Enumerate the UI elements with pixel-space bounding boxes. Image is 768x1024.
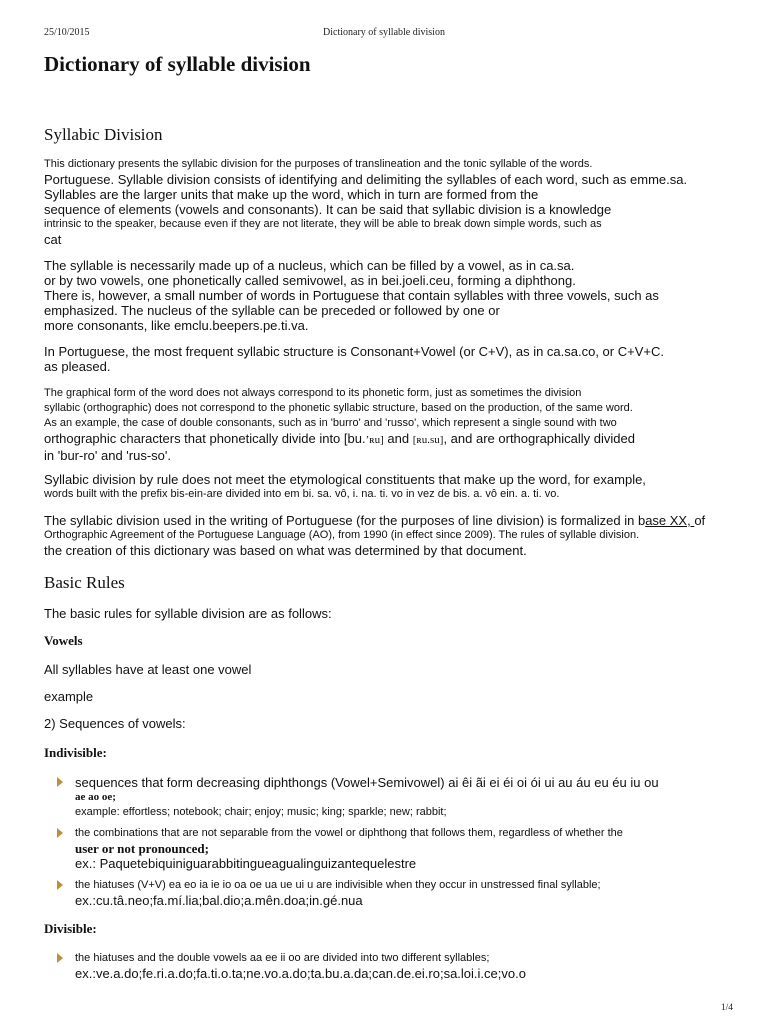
text-line: Orthographic Agreement of the Portuguese Language (AO), from 1990 (in effect since 2009). The rules of syllable division. <box>44 529 640 541</box>
paragraph-intro <box>44 157 734 247</box>
paragraph-structure <box>44 344 734 374</box>
text-line: as pleased. <box>44 359 111 374</box>
text-line: intrinsic to the speaker, because even if they are not literate, they will be able to break down simple words, such as <box>44 218 602 230</box>
ipa-transcription: [ʀu.su] <box>412 434 444 446</box>
text-segment: , and are orthographically divided <box>443 431 635 446</box>
text-segment: of <box>694 513 706 528</box>
text-line: the hiatuses (V+V) ea eo ia ie io oa oe ua ue ui u are indivisible when they occur in unstressed final syllable; <box>75 879 601 891</box>
page-number: 1/4 <box>720 1003 733 1013</box>
text-line: the hiatuses and the double vowels aa ee ii oo are divided into two different syllables; <box>75 952 490 964</box>
text-line: sequence of elements (vowels and consonants). It can be said that syllabic division is a knowledge <box>44 202 612 217</box>
text-line: user or not pronounced; <box>75 841 209 856</box>
section-heading-syllabic-division: Syllabic Division <box>44 125 163 144</box>
header-title: Dictionary of syllable division <box>323 27 445 38</box>
text-line: emphasized. The nucleus of the syllable can be preceded or followed by one or <box>44 303 500 318</box>
paragraph-agreement <box>44 513 734 558</box>
text-line: ex.: Paquetebiquiniguarabbitingueagualinguizantequelestre <box>75 856 417 871</box>
text-line: Portuguese. Syllable division consists of identifying and delimiting the syllables of each word, such as emme.sa. <box>44 172 688 187</box>
text-line <box>44 513 734 528</box>
text-line: example: effortless; notebook; chair; enjoy; music; king; sparkle; new; rabbit; <box>75 806 447 818</box>
text-line <box>44 431 734 448</box>
text-line: or by two vowels, one phonetically called semivowel, as in bei.joeli.ceu, forming a diphthong. <box>44 273 576 288</box>
header-date: 25/10/2015 <box>44 27 90 38</box>
text-line: in 'bur-ro' and 'rus-so'. <box>44 448 171 463</box>
bullet-arrow-icon <box>57 880 63 890</box>
text-segment: The syllabic division used in the writing of Portuguese (for the purposes of line division) is formalized in b <box>44 513 646 528</box>
section-heading-basic-rules: Basic Rules <box>44 573 125 592</box>
bullet-arrow-icon <box>57 777 63 787</box>
bullet-arrow-icon <box>57 828 63 838</box>
document-title: Dictionary of syllable division <box>44 52 311 76</box>
text-line: The syllable is necessarily made up of a nucleus, which can be filled by a vowel, as in ca.sa. <box>44 258 575 273</box>
text-line: ae ao oe; <box>75 791 116 803</box>
ipa-transcription: ʼʀu] <box>365 434 384 446</box>
basic-rules-intro: The basic rules for syllable division are as follows: <box>44 606 332 621</box>
text-line: words built with the prefix bis-ein-are divided into em bi. sa. vô, i. na. ti. vo in vez de bis. a. vô ein. a. ti. vo. <box>44 488 560 500</box>
text-line: ex.:cu.tâ.neo;fa.mí.lia;bal.dio;a.mên.doa;in.gé.nua <box>75 893 363 908</box>
text-segment: and <box>383 431 413 446</box>
text-line: This dictionary presents the syllabic division for the purposes of translineation and the tonic syllable of the words. <box>44 158 593 170</box>
bullet-arrow-icon <box>57 953 63 963</box>
text-line: ex.:ve.a.do;fe.ri.a.do;fa.ti.o.ta;ne.vo.a.do;ta.bu.a.da;can.de.ei.ro;sa.loi.i.ce;vo.o <box>75 966 526 981</box>
vowels-text: All syllables have at least one vowel <box>44 662 252 677</box>
example-label: example <box>44 689 94 704</box>
divisible-heading: Divisible: <box>44 921 97 936</box>
text-line: Syllables are the larger units that make up the word, which in turn are formed from the <box>44 187 539 202</box>
vowels-heading: Vowels <box>44 633 83 648</box>
text-segment: orthographic characters that phonetically divide into [bu. <box>44 431 366 446</box>
text-line: The graphical form of the word does not always correspond to its phonetic form, just as sometimes the division <box>44 387 582 399</box>
text-line: the creation of this dictionary was based on what was determined by that document. <box>44 543 527 558</box>
paragraph-graphical-form <box>44 386 734 463</box>
sequences-label: 2) Sequences of vowels: <box>44 716 186 731</box>
text-line: more consonants, like emclu.beepers.pe.ti.va. <box>44 318 309 333</box>
text-line: Syllabic division by rule does not meet the etymological constituents that make up the word, for example, <box>44 472 646 487</box>
text-line: cat <box>44 232 62 247</box>
text-line: syllabic (orthographic) does not correspond to the phonetic syllabic structure, based on the production, of the same word. <box>44 402 633 414</box>
text-line: the combinations that are not separable from the vowel or diphthong that follows them, regardless of whether the <box>75 827 623 839</box>
paragraph-etymology <box>44 472 734 502</box>
text-line: sequences that form decreasing diphthongs (Vowel+Semivowel) ai êi ãi ei éi oi ói ui au áu eu éu iu ou <box>75 775 659 790</box>
paragraph-nucleus <box>44 258 734 333</box>
text-line: There is, however, a small number of words in Portuguese that contain syllables with three vowels, such as <box>44 288 659 303</box>
base-xx-link[interactable]: ase XX, <box>645 513 695 528</box>
indivisible-heading: Indivisible: <box>44 745 107 760</box>
text-line: In Portuguese, the most frequent syllabic structure is Consonant+Vowel (or C+V), as in ca.sa.co, or C+V+C. <box>44 344 664 359</box>
text-line: As an example, the case of double consonants, such as in 'burro' and 'russo', which represent a single sound with two <box>44 417 617 429</box>
